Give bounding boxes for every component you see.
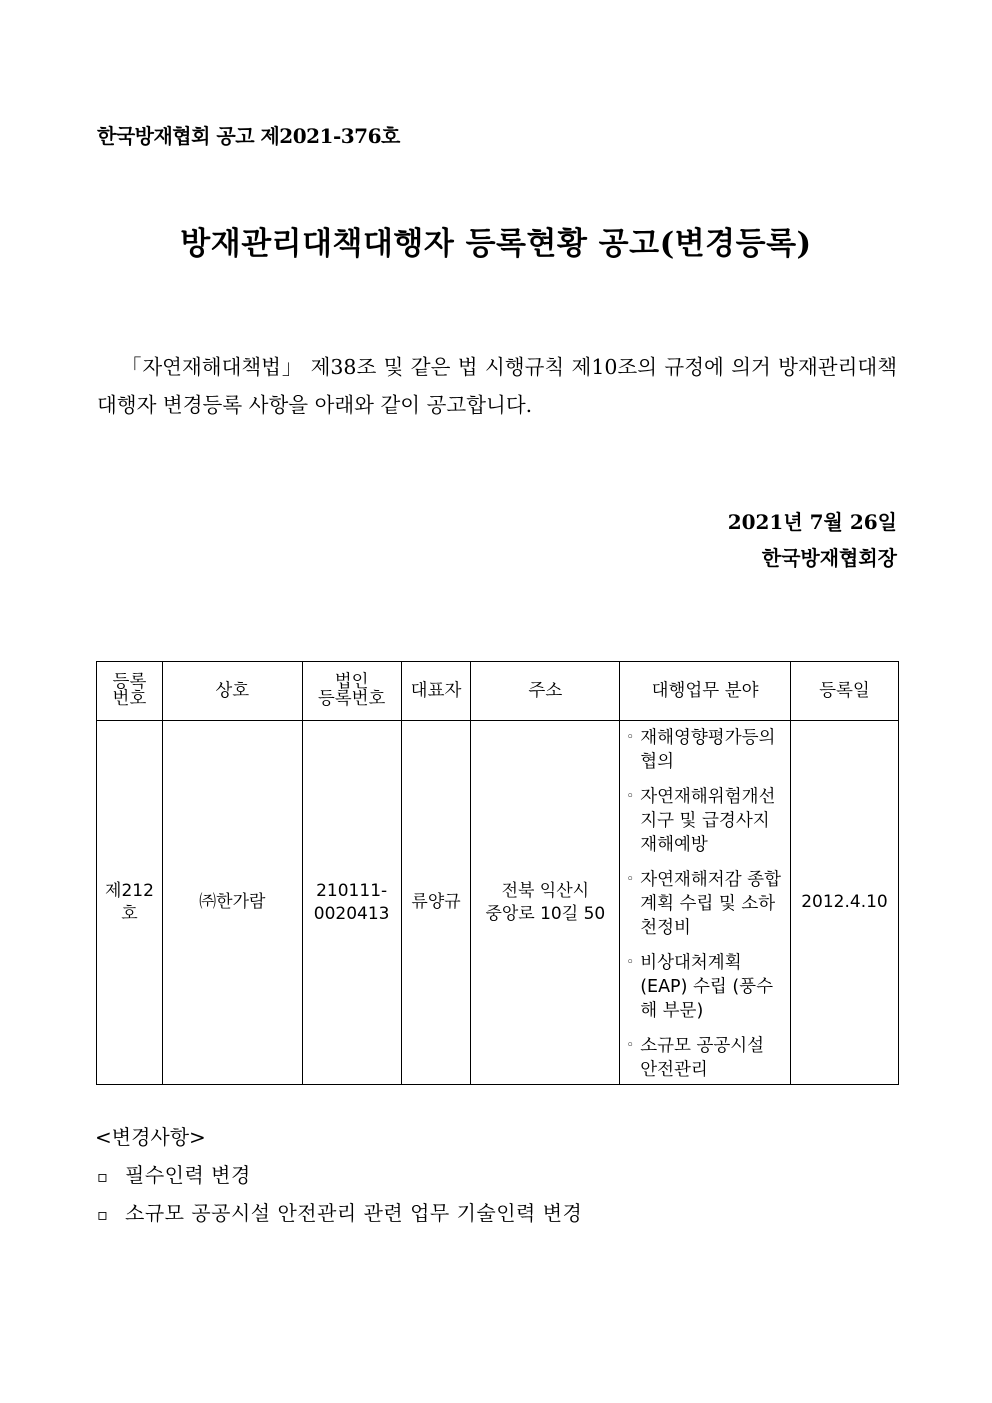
cell-address: 전북 익산시 중앙로 10길 50 [471,721,620,1085]
header-company: 상호 [162,662,302,721]
duty-item: ◦ 자연재해저감 종합계획 수립 및 소하천정비 [626,870,781,938]
header-corp-no: 법인 등록번호 [302,662,401,721]
cell-company: ㈜한가람 [162,721,302,1085]
header-address: 주소 [471,662,620,721]
square-bullet-icon: ▫ [97,1205,109,1224]
table-header-row [97,662,899,721]
cell-reg-no: 제212호 [97,721,163,1085]
registration-table [96,661,899,1085]
body-paragraph: 「자연재해대책법」 제38조 및 같은 법 시행규칙 제10조의 규정에 의거 방재관리대책대행자 변경등록 사항을 아래와 같이 공고합니다. [97,355,897,417]
header-representative: 대표자 [401,662,471,721]
header-duties: 대행업무 분야 [620,662,791,721]
duty-item: ◦ 자연재해위험개선지구 및 급경사지 재해예방 [626,787,776,855]
bullet-marker: ◦ [626,730,634,745]
bullet-marker: ◦ [626,789,634,804]
change-item: ▫ 필수인력 변경 [97,1163,251,1187]
header-reg-no: 등록 번호 [97,662,163,721]
changes-heading: <변경사항> [95,1125,206,1149]
announcement-date: 2021년 7월 26일 [727,510,897,534]
bullet-marker: ◦ [626,955,634,970]
cell-corp-no: 210111- 0020413 [302,721,401,1085]
duty-item: ◦ 재해영향평가등의 협의 [626,728,776,772]
bullet-marker: ◦ [626,1038,634,1053]
duty-item: ◦ 소규모 공공시설 안전관리 [626,1036,765,1080]
cell-duties [620,721,791,1085]
square-bullet-icon: ▫ [97,1167,109,1186]
change-item: ▫ 소규모 공공시설 안전관리 관련 업무 기술인력 변경 [97,1201,583,1225]
header-reg-date: 등록일 [790,662,898,721]
notice-number: 한국방재협회 공고 제2021-376호 [97,124,400,148]
table-row [97,721,899,1085]
issuer-name: 한국방재협회장 [761,546,897,570]
page-title: 방재관리대책대행자 등록현황 공고(변경등록) [180,226,812,262]
duty-item: ◦ 비상대처계획(EAP) 수립 (풍수해 부문) [626,953,773,1021]
bullet-marker: ◦ [626,872,634,887]
cell-representative: 류양규 [401,721,471,1085]
cell-reg-date: 2012.4.10 [790,721,898,1085]
